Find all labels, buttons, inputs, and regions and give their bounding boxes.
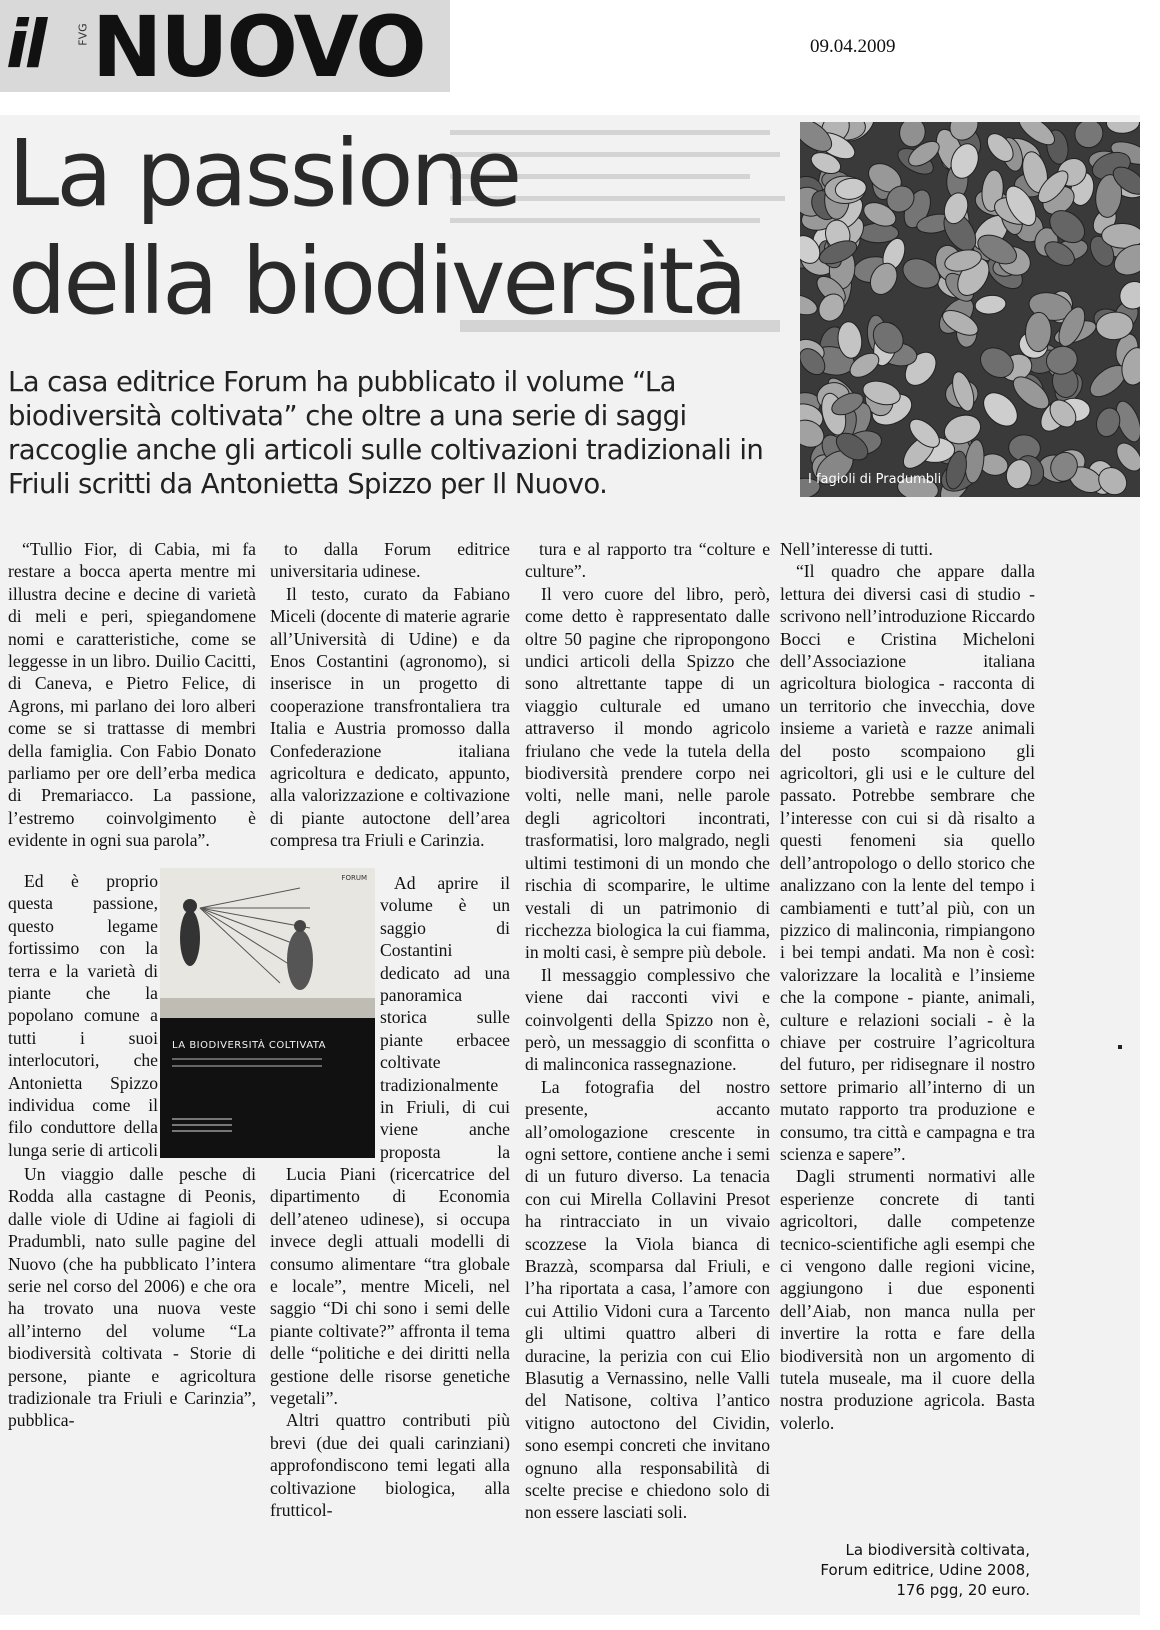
paragraph: “Tullio Fior, di Cabia, mi fa restare a bocca aperta mentre mi illustra decine e decine di varietà di meli e peri, spiegandomene nomi e caratteristiche, come se leggesse in un libro. Duilio Cacitti, di Caneva, e Pietro Felice, di Agrons, mi parlano dei loro alberi come se si trattasse di membri della famiglia. Con Fabio Donato parliamo per ore dell’erba medica di Premariacco. La passione, l’estremo coinvolgimento è evidente in ogni sua parola”. <box>8 539 256 851</box>
paragraph: Il messaggio complessivo che viene dai racconti vivi e coinvolgenti della Spizzo non è, però, un messaggio di sconfitta o di malinconica rassegnazione. <box>525 964 770 1075</box>
book-title: LA BIODIVERSITÀ COLTIVATA <box>172 1040 326 1051</box>
paragraph: Lucia Piani (ricercatrice del dipartimento di Economia dell’ateneo udinese), si occupa invece degli attuali modelli di consumo alimentare “tra globale e locale”, mentre Miceli, nel saggio “Di chi sono i semi delle piante coltivate?” affronta il tema delle “politiche e dei diritti nella gestione delle risorse genetiche vegetali”. <box>270 1164 510 1409</box>
publication-date: 09.04.2009 <box>810 36 896 57</box>
article-column-3 <box>525 538 770 1524</box>
photo-caption: I fagioli di Pradumbli <box>808 472 942 487</box>
masthead-logo <box>0 0 450 92</box>
paragraph: Dagli strumenti normativi alle esperienze concrete di tanti agricoltori, dalle competenze tecnico-scientifiche agli esempi che ci vengono dalle regioni vicine, aggiungono i due esponenti dell’Aiab, non manca nulla per invertire la rotta e fare della biodiversità non un argomento di tutela museale, ma il cuore della nostra produzione agricola. Basta volerlo. <box>780 1166 1035 1433</box>
beans-image <box>800 122 1140 497</box>
logo-word: NUOVO <box>92 0 425 92</box>
paragraph: to dalla Forum editrice universitaria udinese. <box>270 539 510 582</box>
bean-shape <box>1106 122 1140 134</box>
bean-shape <box>1069 122 1108 153</box>
paragraph: tura e al rapporto tra “colture e culture”. <box>525 539 770 582</box>
credit-line-2: Forum editrice, Udine 2008, <box>820 1561 1030 1579</box>
article-column-1-bottom <box>8 1163 256 1432</box>
article-column-1-wrap <box>8 870 158 1160</box>
book-subtitle-lines <box>172 1058 322 1072</box>
paragraph: Ed è proprio questa passione, questo legame fortissimo con la terra e la varietà di piante che la popolano comune a tutti i suoi interlocutori, che Antonietta Spizzo individua come il filo conduttore della lunga serie di articoli <box>8 871 158 1160</box>
paragraph: Il vero cuore del libro, però, come detto è rappresentato dalle oltre 50 pagine che ripropongono undici articoli della Spizzo che sono altrettante tappe di un viaggio culturale ed umano attraverso il mondo agricolo friulano che vede la tutela della biodiversità prendere corpo nei volti, nelle mani, nelle parole degli agricoltori incontrati, trasformatisi, loro malgrado, negli ultimi testimoni di un mondo che rischia di scomparire, le ultime vestali di un patrimonio di ricchezza biologica la cui fiamma, in molti casi, è sempre più debole. <box>525 583 770 963</box>
headline <box>8 120 745 336</box>
book-cover-illustration <box>160 868 375 1018</box>
bean-shape <box>974 294 1007 316</box>
article-column-2-bottom <box>270 1163 510 1522</box>
book-foot-lines <box>172 1118 232 1136</box>
logo-prefix: il <box>6 6 44 83</box>
paragraph: Un viaggio dalle pesche di Rodda alla castagne di Peonis, dalle viole di Udine ai fagioli di Pradumbli, nato sulle pagine del Nuovo (che ha pubblicato l’intera serie nel corso del 2006) e che ora ha trovato una nuova veste all’interno del volume “La biodiversità coltivata - Storie di persone, piante e agricoltura tradizionale tra Friuli e Carinzia”, pubblica- <box>8 1164 256 1431</box>
paragraph: La fotografia del nostro presente, accanto all’omologazione crescente in ogni settore, contiene anche i semi di un futuro diverso. La tenacia con cui Mirella Collavini Presot ha rintracciato in un vivaio scozzese la Viola bianca di Brazzà, scomparsa dal Friuli, e l’ha riportata a casa, l’amore con cui Attilio Vidoni cura a Tarcento gli ultimi quattro alberi di duracine, la perizia con cui Elio Blasutig a Vernassino, nelle Valli del Natisone, coltiva l’antico vitigno autoctono del Cividin, sono esempi concreti che invitano ognuno alla responsabilità di scelte precise e chiedono solo di non essere lasciati soli. <box>525 1076 770 1523</box>
article-column-1 <box>8 538 256 860</box>
paragraph: Il testo, curato da Fabiano Miceli (docente di materie agrarie all’Università di Udine) e da Enos Costantini (agronomo), si inserisce in un progetto di cooperazione transfrontaliera tra Italia e Austria promosso dalla Confederazione italiana agricoltura e dedicato, appunto, alla valorizzazione e coltivazione di piante autoctone dell’area compresa tra Friuli e Carinzia. <box>270 583 510 851</box>
paragraph: “Il quadro che appare dalla lettura dei diversi casi di studio - scrivono nell’introduzione Riccardo Bocci e Cristina Micheloni dell’Associazione italiana agricoltura biologica - racconta di un territorio che invecchia, dove insieme a varietà e razze animali del posto scompaiono gli agricoltori, gli usi e le culture del passato. Potrebbe sembrare che l’interesse con cui si dà risalto a questi fenomeni sia quello dell’antropologo o dello storico che analizzano con la lente del tempo i cambiamenti e tutt’al più, con un pizzico di malinconia, rimpiangono i bei tempi andati. Ma non è così: valorizzare la località e l’insieme che la compone - piante, animali, culture e relazioni sociali - è la chiave per costruire l’agricoltura del futuro, per ridisegnare il nostro settore primario all’interno di un mutato rapporto tra produzione e consumo, tra città e campagna e tra scienza e sapere”. <box>780 561 1035 1164</box>
headline-line-2: della biodiversità <box>8 228 745 335</box>
article-column-2 <box>270 538 510 860</box>
article-column-2-wrap <box>380 872 510 1162</box>
standfirst: La casa editrice Forum ha pubblicato il volume “La biodiversità coltivata” che oltre a una serie di saggi raccoglie anche gli articoli sulle coltivazioni tradizionali in Friuli scritti da Antonietta Spizzo per Il Nuovo. <box>8 366 764 500</box>
scan-speck <box>1118 1045 1122 1049</box>
book-brand: FORUM <box>341 874 367 882</box>
book-credit <box>820 1540 1030 1600</box>
credit-line-3: 176 pgg, 20 euro. <box>896 1581 1030 1599</box>
bean-shape <box>800 291 820 319</box>
paragraph: Ad aprire il volume è un saggio di Costantini dedicato ad una panoramica storica sulle piante erbacee coltivate tradizionalmente in Friuli, di cui viene anche proposta la <box>380 873 510 1162</box>
article-column-4 <box>780 538 1035 1434</box>
credit-line-1: La biodiversità coltivata, <box>845 1541 1030 1559</box>
book-cover-image <box>160 868 375 1158</box>
paragraph: Nell’interesse di tutti. <box>780 539 933 559</box>
book-cover-photo <box>160 868 375 1018</box>
beans-photo <box>800 122 1140 497</box>
headline-line-1: La passione <box>8 120 520 227</box>
logo-region: FVG <box>76 23 90 46</box>
paragraph: Altri quattro contributi più brevi (due dei quali carinziani) approfondiscono temi legati alla coltivazione biologica, alla frutticol- <box>270 1410 510 1521</box>
